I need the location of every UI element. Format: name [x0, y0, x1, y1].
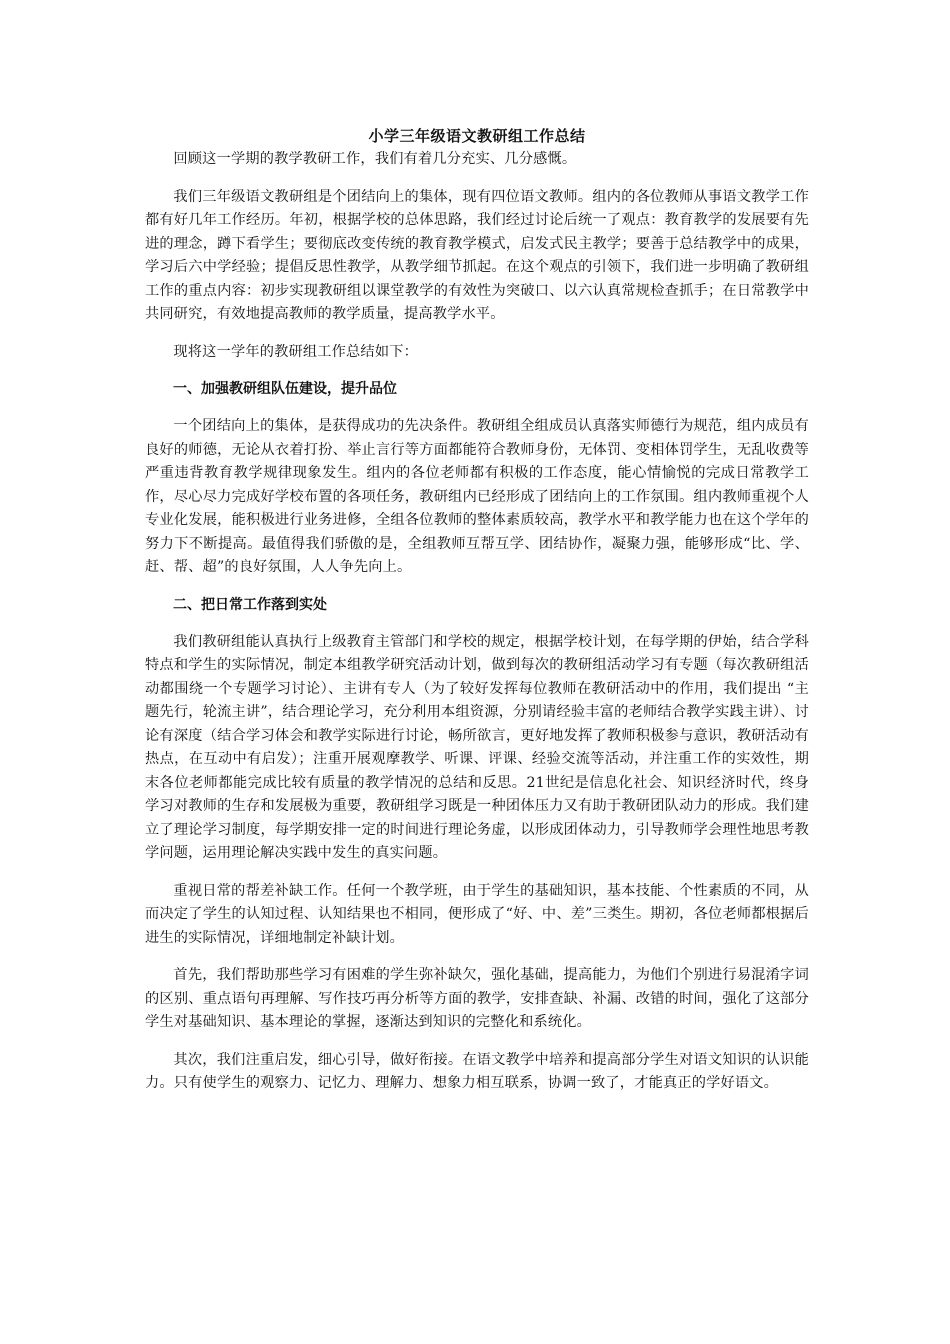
summary-lead-paragraph: 现将这一学年的教研组工作总结如下： [173, 343, 418, 360]
team-overview-paragraph: 我们三年级语文教研组是个团结向上的集体，现有四位语文教师。组内的各位教师从事语文教学工作都有好几年工作经历。年初，根据学校的总体思路，我们经过讨论后统一了观点：教育教学的发展要有先进的理念，蹲下看学生；要彻底改变传统的教育教学模式，启发式民主教学；要善于总结教学中的成果，学习后六中学经验；提倡反思性教学，从教学细节抓起。在这个观点的引领下，我们进一步明确了教研组工作的重点内容：初步实现教研组以课堂教学的有效性为突破口、以六认真常规检查抓手；在日常教学中共同研究，有效地提高教师的教学质量，提高教学水平。 [145, 188, 809, 322]
section-heading-1: 一、加强教研组队伍建设，提升品位 [173, 381, 397, 397]
section-2-paragraph-1: 我们教研组能认真执行上级教育主管部门和学校的规定，根据学校计划，在每学期的伊始，结合学科特点和学生的实际情况，制定本组教学研究活动计划，做到每次的教研组活动学习有专题（每次教研组活动都围绕一个专题学习讨论）、主讲有专人（为了较好发挥每位教师在教研活动中的作用，我们提出 “主题先行，轮流主讲”，结合理论学习，充分利用本组资源，分别请经验丰富的老师结合教学实践主讲）、讨论有深度（结合学习体会和教学实际进行讨论，畅所欲言，更好地发挥了教师积极参与意识，教研活动有热点，在互动中有启发）；注重开展观摩教学、听课、评课、经验交流等活动，并注重工作的实效性，期末各位老师都能完成比较有质量的教学情况的总结和反思。21世纪是信息化社会、知识经济时代，终身学习对教师的生存和发展极为重要，教研组学习既是一种团体压力又有助于教研团队动力的形成。我们建立了理论学习制度，每学期安排一定的时间进行理论务虚，以形成团体动力，引导教师学会理性地思考教学问题，运用理论解决实践中发生的真实问题。 [145, 633, 809, 861]
section-heading-2: 二、把日常工作落到实处 [173, 596, 327, 613]
document-title: 小学三年级语文教研组工作总结 [368, 127, 586, 145]
document-page [145, 124, 809, 1096]
intro-paragraph: 回顾这一学期的教学教研工作，我们有着几分充实、几分感慨。 [173, 151, 577, 167]
section-2-paragraph-4: 其次，我们注重启发，细心引导，做好衔接。在语文教学中培养和提高部分学生对语文知识的认识能力。只有使学生的观察力、记忆力、理解力、想象力相互联系，协调一致了，才能真正的学好语文。 [145, 1051, 809, 1091]
section-2-paragraph-3: 首先，我们帮助那些学习有困难的学生弥补缺欠，强化基础，提高能力，为他们个别进行易混淆字词的区别、重点语句再理解、写作技巧再分析等方面的教学，安排查缺、补漏、改错的时间，强化了这部分学生对基础知识、基本理论的掌握，逐渐达到知识的完整化和系统化。 [145, 967, 809, 1030]
section-1-paragraph: 一个团结向上的集体，是获得成功的先决条件。教研组全组成员认真落实师德行为规范，组内成员有良好的师德，无论从衣着打扮、举止言行等方面都能符合教师身份，无体罚、变相体罚学生，无乱收费等严重违背教育教学规律现象发生。组内的各位老师都有积极的工作态度，能心情愉悦的完成日常教学工作，尽心尽力完成好学校布置的各项任务，教研组内已经形成了团结向上的工作氛围。组内教师重视个人专业化发展，能积极进行业务进修，全组各位教师的整体素质较高，教学水平和教学能力也在这个学年的努力下不断提高。最值得我们骄傲的是，全组教师互帮互学、团结协作，凝聚力强，能够形成“比、学、赶、帮、超”的良好氛围，人人争先向上。 [145, 418, 809, 575]
section-2-paragraph-2: 重视日常的帮差补缺工作。任何一个教学班，由于学生的基础知识，基本技能、个性素质的不同，从而决定了学生的认知过程、认知结果也不相同，便形成了“好、中、差”三类生。期初，各位老师都根据后进生的实际情况，详细地制定补缺计划。 [145, 882, 809, 946]
